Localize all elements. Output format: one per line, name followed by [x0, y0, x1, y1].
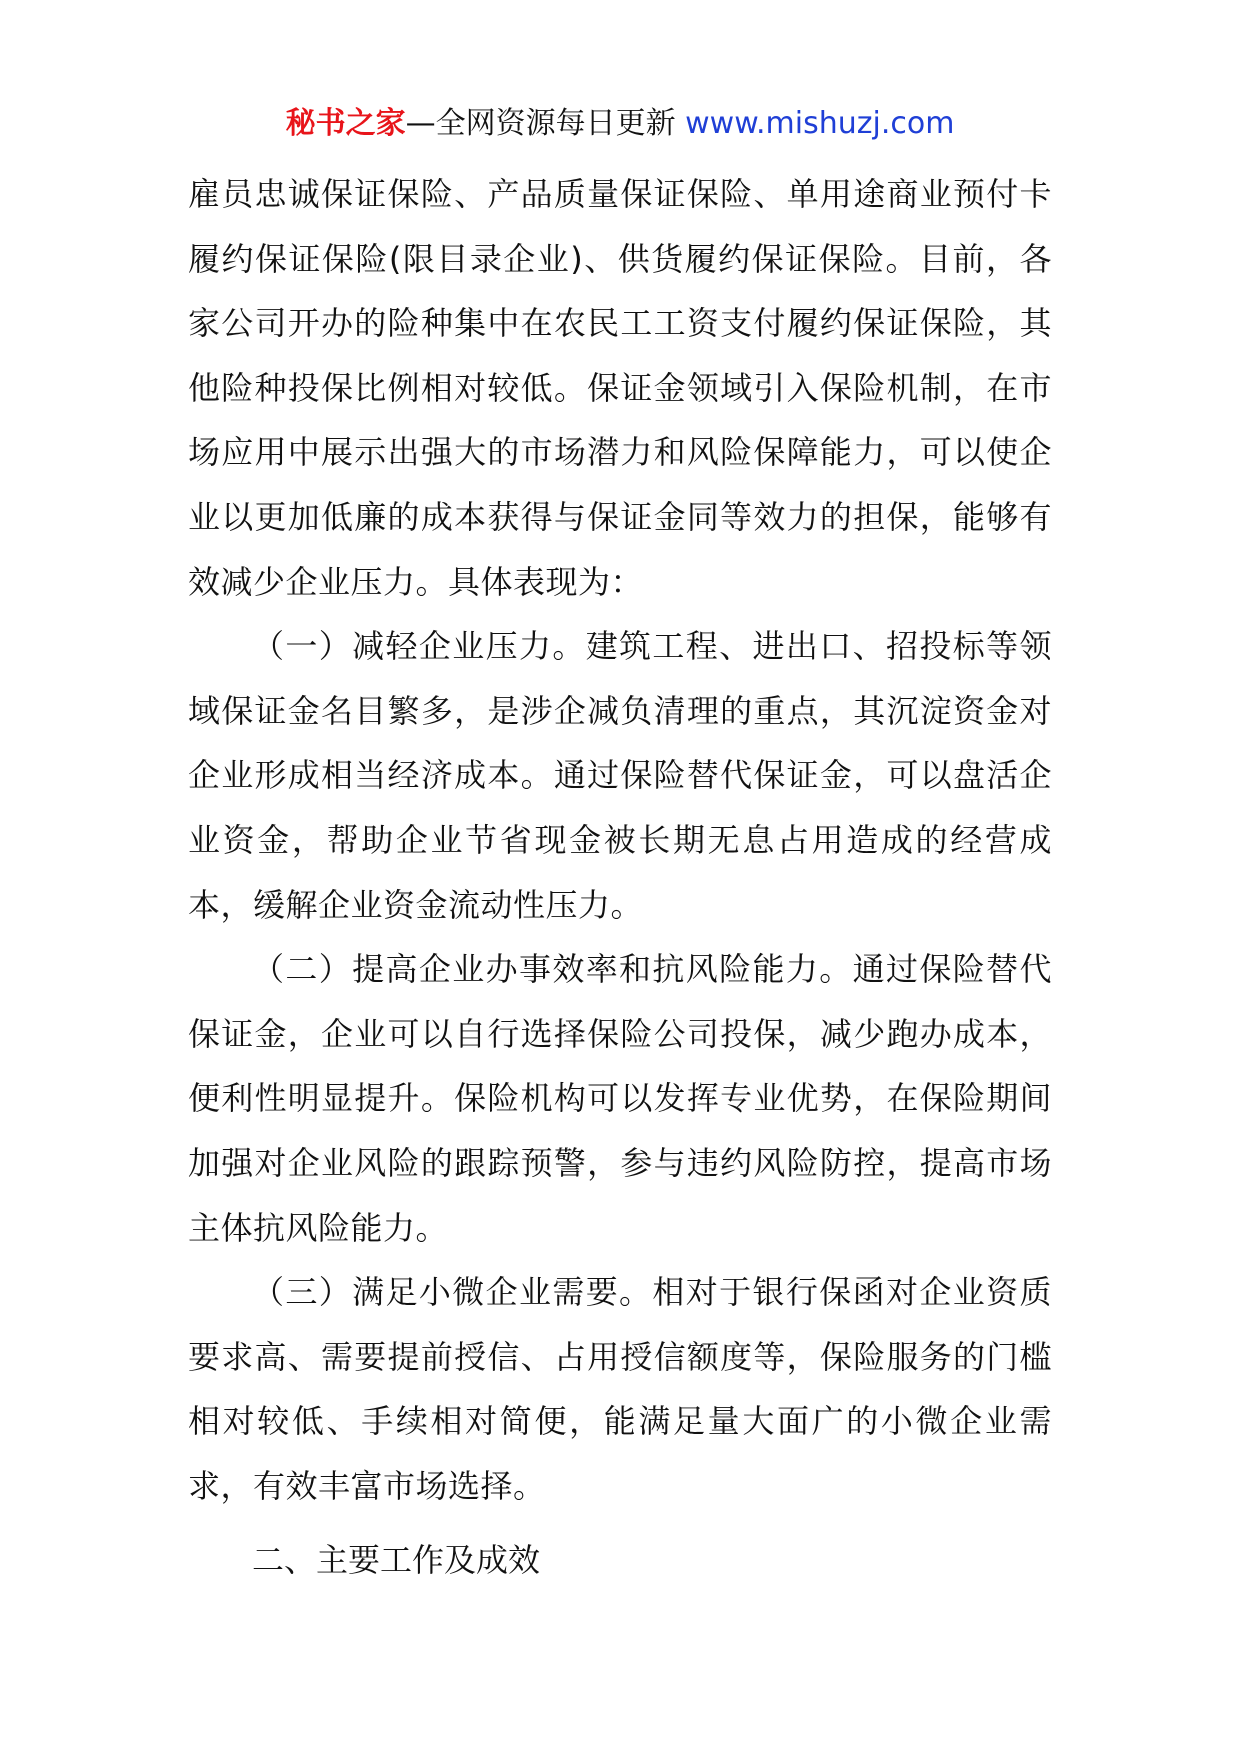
- paragraph-reduce-pressure: （一）减轻企业压力。建筑工程、进出口、招投标等领域保证金名目繁多，是涉企减负清理的重点，其沉淀资金对企业形成相当经济成本。通过保险替代保证金，可以盘活企业资金，帮助企业节省现金被长期无息占用造成的经营成本，缓解企业资金流动性压力。: [188, 627, 1052, 924]
- paragraph-small-business: （三）满足小微企业需要。相对于银行保函对企业资质要求高、需要提前授信、占用授信额度等，保险服务的门槛相对较低、手续相对简便，能满足量大面广的小微企业需求，有效丰富市场选择。: [188, 1273, 1052, 1505]
- brand-name: 秘书之家: [285, 106, 406, 141]
- section-heading: 二、主要工作及成效: [252, 1541, 541, 1580]
- site-header: [0, 100, 1240, 148]
- header-tagline: —全网资源每日更新: [405, 106, 676, 141]
- paragraph-continuation: 雇员忠诚保证保险、产品质量保证保险、单用途商业预付卡履约保证保险(限目录企业)、供货履约保证保险。目前，各家公司开办的险种集中在农民工工资支付履约保证保险，其他险种投保比例相对较低。保证金领域引入保险机制，在市场应用中展示出强大的市场潜力和风险保障能力，可以使企业以更加低廉的成本获得与保证金同等效力的担保，能够有效减少企业压力。具体表现为：: [188, 175, 1052, 601]
- paragraph-efficiency: （二）提高企业办事效率和抗风险能力。通过保险替代保证金，企业可以自行选择保险公司投保，减少跑办成本，便利性明显提升。保险机构可以发挥专业优势，在保险期间加强对企业风险的跟踪预警，参与违约风险防控，提高市场主体抗风险能力。: [188, 950, 1052, 1247]
- site-url-link[interactable]: www.mishuzj.com: [685, 106, 955, 141]
- document-body: [188, 162, 1052, 1593]
